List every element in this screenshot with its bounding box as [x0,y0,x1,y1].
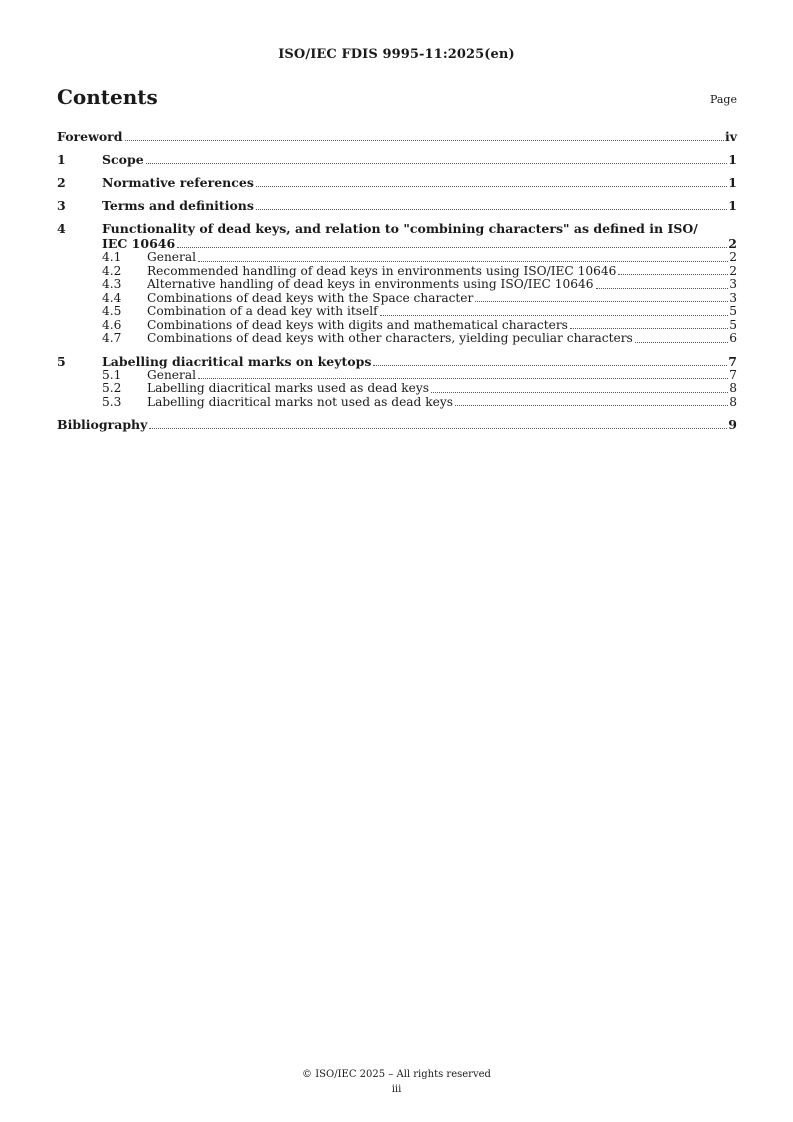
toc-title-continued: IEC 10646 [102,236,176,251]
dot-leader [125,140,724,141]
toc-page: 2 [728,236,737,251]
dot-leader [570,328,728,329]
dot-leader [149,428,727,429]
title-row [57,85,737,113]
toc-title: Labelling diacritical marks not used as dead keys [147,394,453,409]
toc-number: 4.6 [102,317,122,332]
toc-number: 1 [57,152,66,167]
toc-number: 4.5 [102,304,122,318]
dot-leader [618,274,728,275]
toc-title: Alternative handling of dead keys in environments using ISO/IEC 10646 [147,277,594,291]
toc-number: 4.2 [102,263,122,278]
table-of-contents [57,129,737,432]
toc-subentry-5-2[interactable] [57,382,737,396]
toc-number: 5.3 [102,394,122,409]
toc-page: 2 [729,250,737,264]
dot-leader [475,301,728,302]
toc-page: iv [724,129,737,144]
toc-entry-foreword[interactable] [57,129,737,144]
toc-number: 5.2 [102,381,122,395]
toc-page: 5 [729,304,737,318]
toc-subentry-4-6[interactable] [57,319,737,333]
toc-title: Scope [102,152,144,167]
toc-title: Terms and definitions [102,198,254,213]
dot-leader [256,209,727,210]
toc-entry-functionality-of-dead-keys[interactable] [57,221,737,251]
toc-title: Labelling diacritical marks on keytops [102,353,372,369]
toc-title: Functionality of dead keys, and relation to "combining characters" as defined in ISO/ [102,221,698,236]
page-number: iii [391,1084,402,1095]
toc-page: 2 [729,263,737,278]
toc-number: 4.1 [102,250,122,264]
toc-title: Bibliography [57,417,148,432]
toc-page: 8 [729,394,737,409]
toc-number: 3 [57,198,66,213]
dot-leader [380,315,729,316]
document-header: ISO/IEC FDIS 9995-11:2025(en) [278,47,515,62]
toc-page: 7 [729,367,737,382]
toc-page: 5 [729,317,737,332]
toc-page: 6 [729,331,737,345]
toc-page: 3 [729,290,737,305]
page-column-label: Page [709,93,737,106]
toc-page: 7 [728,353,737,369]
toc-subentry-5-1[interactable] [57,369,737,383]
toc-number: 4 [57,221,66,236]
toc-number: 4.3 [102,277,122,291]
page-footer [0,1067,793,1097]
dot-leader [256,186,727,187]
toc-title: General [147,367,196,382]
toc-page: 1 [728,175,737,190]
toc-page: 9 [728,417,737,432]
dot-leader [177,247,727,248]
toc-subentry-4-1[interactable] [57,251,737,265]
toc-title-line-1 [57,221,737,236]
page-title: Contents [57,85,158,109]
toc-number: 4.7 [102,331,122,345]
toc-number: 2 [57,175,66,190]
toc-entry-terms-and-definitions[interactable] [57,198,737,213]
dot-leader [455,405,728,406]
toc-subentry-4-7[interactable] [57,332,737,346]
toc-page: 3 [729,277,737,291]
toc-entry-scope[interactable] [57,152,737,167]
toc-page: 8 [729,381,737,395]
dot-leader [146,163,728,164]
toc-entry-labelling-diacritical-marks[interactable] [57,354,737,369]
dot-leader [635,342,728,343]
toc-number: 4.4 [102,290,122,305]
toc-title: Combinations of dead keys with digits and mathematical characters [147,317,568,332]
dot-leader [198,261,728,262]
toc-page: 1 [728,198,737,213]
toc-number: 5.1 [102,367,122,382]
toc-subentry-4-3[interactable] [57,278,737,292]
toc-entry-normative-references[interactable] [57,175,737,190]
toc-title: Combinations of dead keys with other characters, yielding peculiar characters [147,331,633,345]
toc-title: Foreword [57,129,123,144]
dot-leader [431,392,728,393]
toc-title: Labelling diacritical marks used as dead keys [147,381,430,395]
toc-subentry-4-5[interactable] [57,305,737,319]
toc-page: 1 [728,152,737,167]
dot-leader [373,365,727,366]
toc-title: Combinations of dead keys with the Space character [147,290,474,305]
toc-entry-bibliography[interactable] [57,417,737,432]
dot-leader [198,378,728,379]
toc-subentry-5-3[interactable] [57,396,737,410]
toc-subentry-4-4[interactable] [57,292,737,306]
toc-title-line-2 [57,236,737,251]
toc-title: General [147,250,196,264]
toc-subentry-4-2[interactable] [57,265,737,279]
copyright-notice: © ISO/IEC 2025 – All rights reserved [302,1069,491,1080]
toc-title: Recommended handling of dead keys in environments using ISO/IEC 10646 [147,263,617,278]
toc-title: Normative references [102,175,254,190]
dot-leader [596,288,729,289]
toc-number: 5 [57,353,66,369]
toc-title: Combination of a dead key with itself [147,304,378,318]
